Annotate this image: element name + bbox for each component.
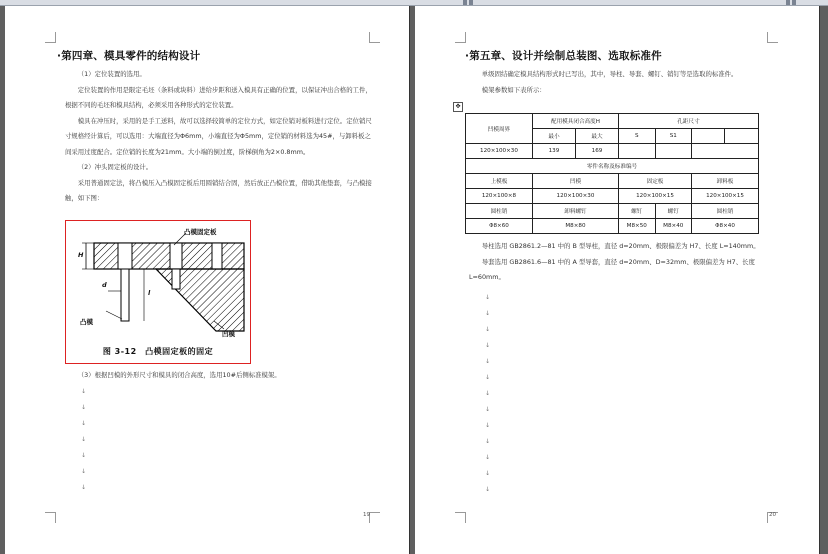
paragraph-mark: ↓ <box>485 326 491 333</box>
table-cell[interactable]: 120×100×15 <box>692 189 759 204</box>
document-page-19[interactable] <box>5 6 409 554</box>
figure-label: H <box>78 251 84 259</box>
paragraph-mark: ↓ <box>485 454 491 461</box>
body-text[interactable] <box>469 239 775 286</box>
table-cell[interactable]: 最小 <box>532 129 575 144</box>
table-cell[interactable] <box>619 144 656 159</box>
paragraph[interactable]: 采用普通固定法，将凸模压入凸模固定板后用圆销结合固，然后放正凸模位置，借助其他垫套，与凸模接触，如下图： <box>65 178 372 202</box>
crop-mark <box>369 512 380 523</box>
paragraph-mark: ↓ <box>81 420 87 427</box>
table-cell[interactable]: Φ8×60 <box>466 219 533 234</box>
mold-drawing <box>66 221 250 363</box>
ruler-marker[interactable] <box>469 0 473 5</box>
crop-mark <box>455 32 466 43</box>
table-cell[interactable]: 圆柱销 <box>692 204 759 219</box>
paragraph[interactable]: 导套选用 GB2861.6—81 中的 A 型导套，直径 d=20mm、D=32mm、极限偏差为 H7、长度 L=60mm。 <box>469 257 755 281</box>
table-cell[interactable]: S1 <box>655 129 692 144</box>
table-cell[interactable]: 120×100×30 <box>466 144 533 159</box>
paragraph-mark: ↓ <box>81 388 87 395</box>
table-cell[interactable]: 圆柱销 <box>466 204 533 219</box>
table-cell[interactable]: Φ8×40 <box>692 219 759 234</box>
crop-mark <box>45 512 56 523</box>
figure-label: d <box>102 281 107 289</box>
paragraph[interactable]: 模具在冲压时，采用的是手工送料，故可以选择较简单的定位方式，如定位销对板料进行定位。定位销尺寸规格经计算后，可以选用：大端直径为Φ6mm，小端直径为Φ5mm，定位销的材料选为45#，与卸料板之间采用过度配合。定位销的长度为21mm。大小端的倒过度，阶梯倒角为2×0.8mm。 <box>65 116 372 156</box>
table-cell[interactable]: 螺钉 <box>619 204 656 219</box>
paragraph[interactable]: （3）根据凹模的外形尺寸和模具的闭合高度，选用10#后侧标准模架。 <box>77 371 281 379</box>
paragraph-mark: ↓ <box>81 468 87 475</box>
table-cell[interactable]: S <box>619 129 656 144</box>
crop-mark <box>455 512 466 523</box>
paragraph-mark: ↓ <box>81 436 87 443</box>
crop-mark <box>369 32 380 43</box>
table-cell[interactable] <box>692 144 759 159</box>
table-cell[interactable] <box>692 129 725 144</box>
body-text[interactable] <box>65 368 375 384</box>
table-cell[interactable] <box>725 129 759 144</box>
paragraph-mark: ↓ <box>485 486 491 493</box>
table-cell[interactable]: 卸料板 <box>692 174 759 189</box>
page-number: 19 <box>363 512 370 518</box>
ruler-marker[interactable] <box>786 0 790 5</box>
table-cell[interactable]: 169 <box>575 144 618 159</box>
page-number: 20 <box>769 512 776 518</box>
table-cell[interactable]: 120×100×8 <box>466 189 533 204</box>
paragraph-mark: ↓ <box>485 358 491 365</box>
table-cell[interactable]: M8×80 <box>532 219 618 234</box>
table-cell[interactable]: 120×100×15 <box>619 189 692 204</box>
table-move-handle[interactable]: ✥ <box>453 102 463 112</box>
figure-label: l <box>148 289 151 297</box>
ruler-marker[interactable] <box>792 0 796 5</box>
paragraph-mark: ↓ <box>81 452 87 459</box>
body-text[interactable] <box>469 67 775 98</box>
table-cell[interactable]: 孔距尺寸 <box>619 114 759 129</box>
paragraph[interactable]: 导柱选用 GB2861.2—81 中的 B 型导柱，直径 d=20mm、极限偏差为 H7、长度 L=140mm。 <box>481 242 760 250</box>
crop-mark <box>767 32 778 43</box>
figure-label: 凸模 <box>80 318 93 326</box>
paragraph-mark: ↓ <box>485 294 491 301</box>
table-cell[interactable]: 卸料螺钉 <box>532 204 618 219</box>
table-cell[interactable]: 螺钉 <box>655 204 692 219</box>
paragraph-mark: ↓ <box>485 470 491 477</box>
paragraph-mark: ↓ <box>485 310 491 317</box>
ruler-marker[interactable] <box>463 0 467 5</box>
paragraph-mark: ↓ <box>485 374 491 381</box>
table-cell[interactable] <box>655 144 692 159</box>
table-cell[interactable]: 凹模周界 <box>466 114 533 144</box>
table-cell[interactable]: 凹模 <box>532 174 618 189</box>
table-cell[interactable]: 配用模具闭合高度H <box>532 114 618 129</box>
paragraph-mark: ↓ <box>485 422 491 429</box>
table-cell[interactable]: 120×100×30 <box>532 189 618 204</box>
paragraph[interactable]: 定位装置的作用是限定毛坯（条料或块料）进给步距和送入模具有正确的位置，以保证冲出合格的工件，根据不同的毛坯和模具结构，必须采用各种形式的定位装置。 <box>65 85 372 109</box>
figure-label: 凹模 <box>222 330 235 338</box>
figure-label: 凸模固定板 <box>184 228 217 236</box>
table-cell[interactable]: M8×40 <box>655 219 692 234</box>
paragraph-mark: ↓ <box>485 438 491 445</box>
table-cell[interactable]: 最大 <box>575 129 618 144</box>
table-cell[interactable]: M8×50 <box>619 219 656 234</box>
mold-frame-table[interactable] <box>465 113 759 234</box>
table-cell[interactable]: 上模板 <box>466 174 533 189</box>
table-cell[interactable]: 零件名称及标准编号 <box>466 159 759 174</box>
chapter-heading[interactable]: ·第四章、模具零件的结构设计 <box>57 50 201 62</box>
chapter-heading[interactable]: ·第五章、设计并绘制总装图、选取标准件 <box>465 50 662 62</box>
paragraph[interactable]: （2）冲头固定板的设计。 <box>77 163 153 171</box>
table-cell[interactable]: 固定板 <box>619 174 692 189</box>
document-page-20[interactable] <box>415 6 819 554</box>
body-text[interactable] <box>65 67 375 207</box>
paragraph-mark: ↓ <box>485 406 491 413</box>
paragraph[interactable]: 单级固结确定模具结构形式时已写出，其中，导柱、导套、螺钉、销钉等是选取的标准件。 <box>481 70 738 78</box>
paragraph-mark: ↓ <box>81 484 87 491</box>
figure-punch-fixing-plate[interactable] <box>65 220 251 364</box>
paragraph[interactable]: （1）定位装置的选用。 <box>77 70 146 78</box>
paragraph-mark: ↓ <box>485 390 491 397</box>
crop-mark <box>45 32 56 43</box>
paragraph-mark: ↓ <box>81 404 87 411</box>
paragraph-mark: ↓ <box>485 342 491 349</box>
figure-caption: 图 3-12 凸模固定板的固定 <box>102 347 214 356</box>
table-cell[interactable]: 139 <box>532 144 575 159</box>
paragraph[interactable]: 模架参数如下表所示： <box>481 85 546 94</box>
